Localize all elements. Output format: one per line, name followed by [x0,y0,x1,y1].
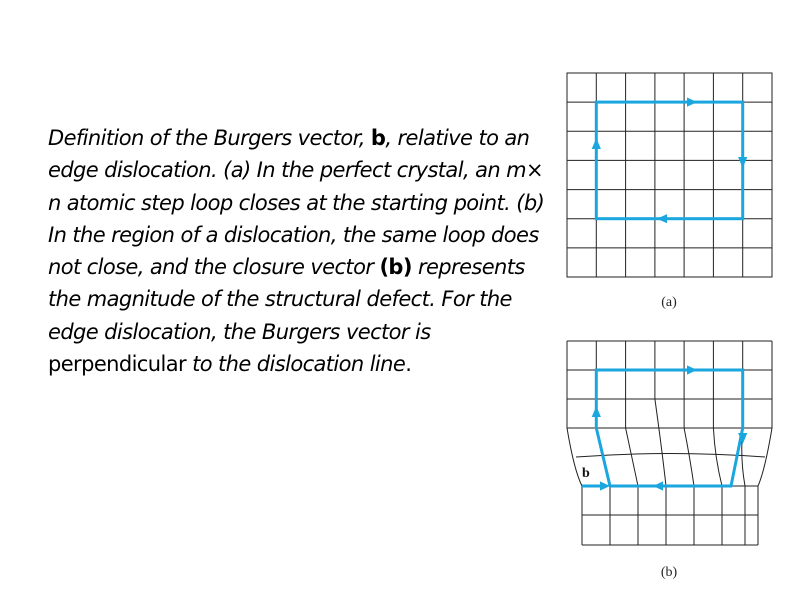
caption-period: . [405,352,412,377]
caption-perpendicular: perpendicular [48,352,187,377]
caption-text-2: , relative to an edge dislocation. (a) In the perfect crystal, an m× n atomic step loop closes at the starting point. (b) In the region of a dislocation, the same loop does not close, and the closure vector [48,126,545,280]
panel-b-label: (b) [660,565,678,580]
caption-closure-vector: (b) [379,255,412,280]
caption-text-4: to the dislocation line [186,352,406,377]
panel-a-label: (a) [661,295,677,310]
figure-caption [48,122,558,380]
caption-text-3: represents the magnitude of the structural defect. For the edge dislocation, the Burgers vector is [48,255,525,344]
caption-text-1: Definition of the Burgers vector, [48,126,371,150]
caption-burgers-symbol: b [370,126,386,150]
burgers-vector-label: b [582,466,590,481]
burgers-vector-figure [555,60,785,585]
burgers-vector-diagram [555,60,785,585]
